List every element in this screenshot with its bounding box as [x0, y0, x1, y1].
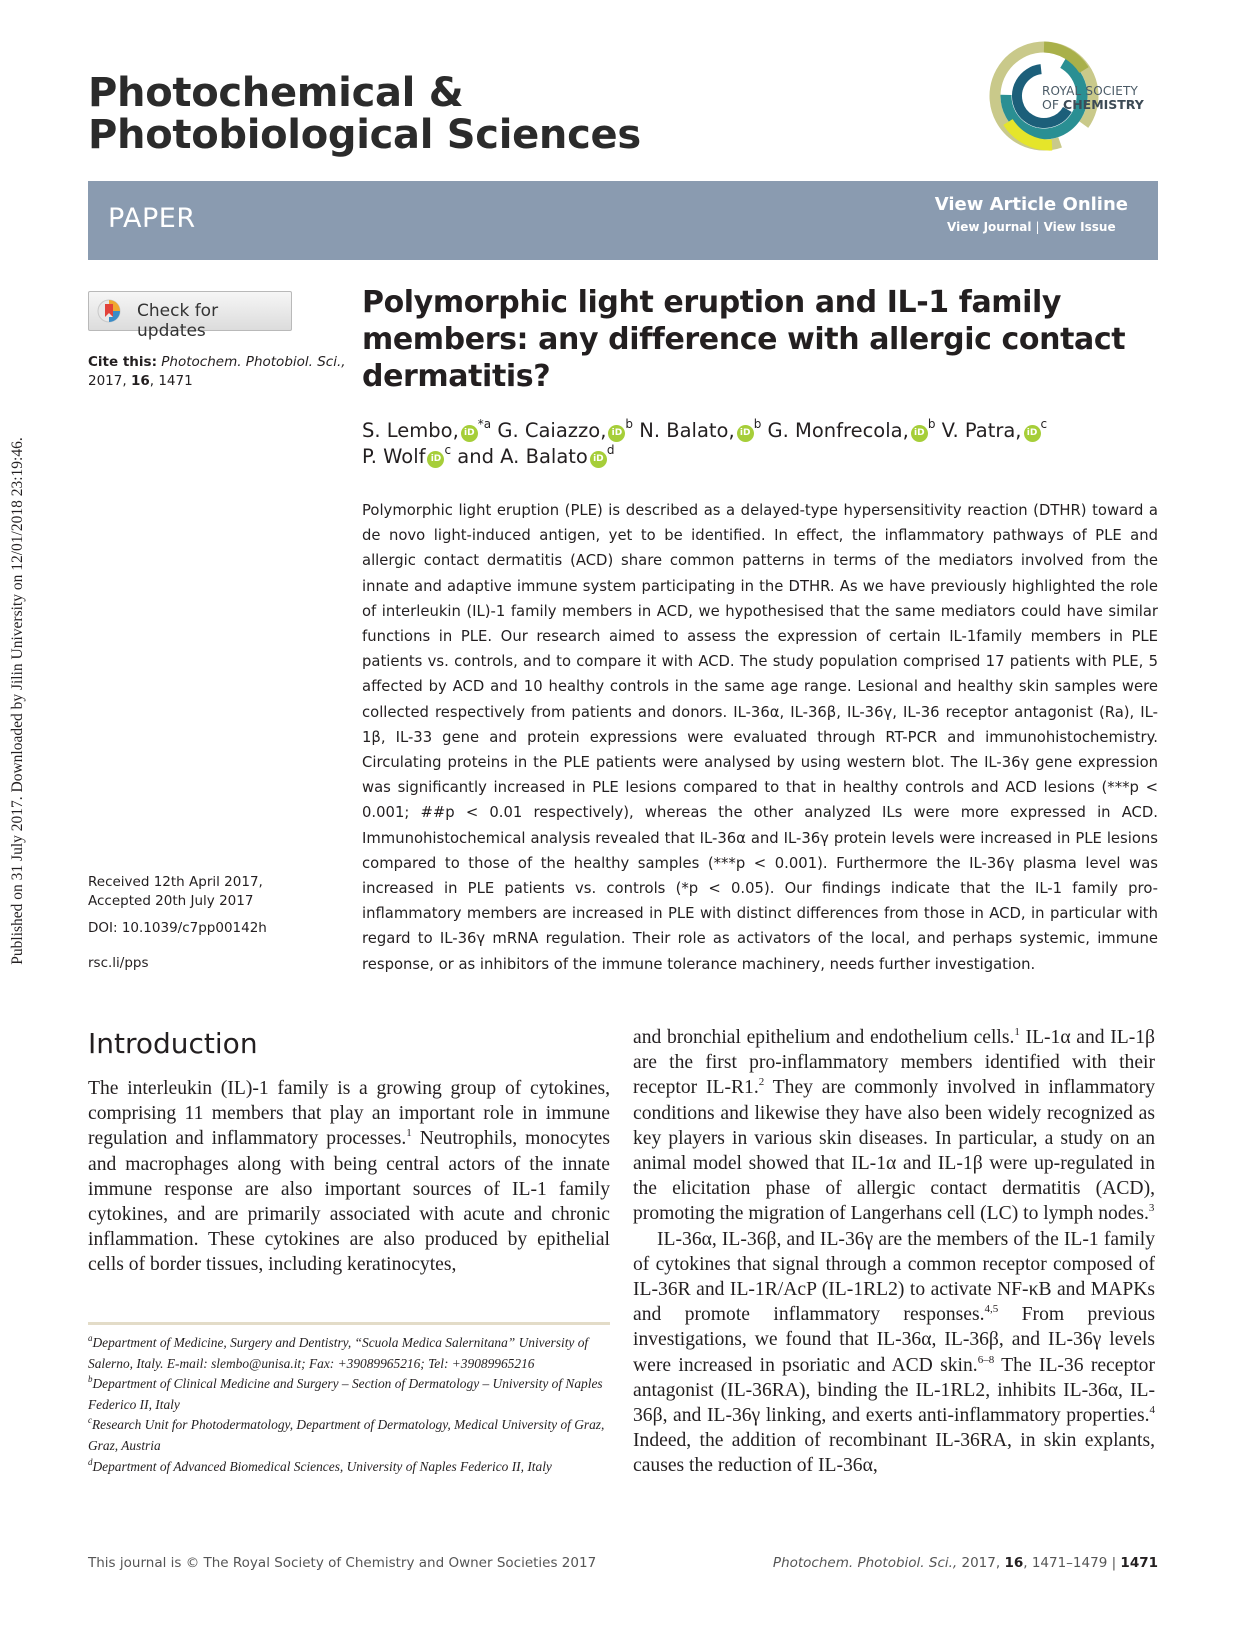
- citation-line-1: [88, 353, 346, 372]
- paragraph-text: The interleukin (IL)-1 family is a growing group of cytokines, comprising 11 members that play an important role in immune regulation and inflammatory processes.: [88, 1078, 610, 1150]
- orcid-icon[interactable]: iD: [737, 425, 754, 442]
- orcid-icon[interactable]: iD: [461, 425, 478, 442]
- article-type-banner: [88, 181, 1158, 260]
- section-heading-introduction: Introduction: [88, 1027, 258, 1060]
- body-column-left: [88, 1076, 610, 1278]
- paragraph-text: The IL-36 receptor antagonist (IL-36RA), binding the IL-1RL2, inhibits IL-36α, IL-36β, and IL-36γ linking, and exerts anti-inflammatory properties.: [633, 1354, 1156, 1427]
- orcid-icon[interactable]: iD: [427, 451, 444, 468]
- footer-pages: , 1471–1479: [1023, 1555, 1108, 1571]
- journal-title-line-2: Photobiological Sciences: [88, 112, 641, 158]
- footer-year: 2017,: [957, 1555, 1005, 1571]
- author-name[interactable]: V. Patra,: [941, 419, 1022, 442]
- footer-citation: [773, 1555, 1158, 1571]
- author-affiliation-mark: c: [444, 443, 452, 457]
- view-article-online-link[interactable]: View Article Online: [934, 194, 1128, 215]
- rsc-logo-line-1: ROYAL SOCIETY: [1042, 84, 1139, 98]
- rsc-logo-text: [1042, 84, 1144, 112]
- citation-line-2: [88, 372, 346, 391]
- reference-link[interactable]: 1: [1014, 1026, 1020, 1038]
- cite-label: Cite this:: [88, 354, 157, 370]
- journal-title-line-1: Photochemical &: [88, 70, 464, 116]
- author-affiliation-mark: c: [1040, 417, 1048, 431]
- page-number: 1471: [1120, 1555, 1158, 1571]
- orcid-icon[interactable]: iD: [1024, 425, 1041, 442]
- author-affiliation-mark: b: [927, 417, 936, 431]
- article-type-label: PAPER: [108, 203, 196, 234]
- article-title-line-2: members: any difference with allergic contact: [362, 322, 1126, 357]
- check-for-updates-label: Check for updates: [137, 301, 219, 341]
- doi[interactable]: DOI: 10.1039/c7pp00142h: [88, 920, 267, 936]
- author-name[interactable]: P. Wolf: [362, 445, 426, 468]
- footnote: [88, 1333, 628, 1374]
- journal-short-link[interactable]: rsc.li/pps: [88, 955, 149, 971]
- article-title: [362, 284, 1126, 395]
- received-date: Received 12th April 2017,: [88, 874, 263, 890]
- paragraph-text: and bronchial epithelium and endothelium cells.: [633, 1027, 1015, 1048]
- reference-link[interactable]: 6–8: [977, 1353, 995, 1366]
- footer-copyright: This journal is © The Royal Society of Chemistry and Owner Societies 2017: [88, 1555, 597, 1571]
- footnote: [88, 1415, 628, 1456]
- paragraph-text: IL-1α and IL-1β are the first pro-inflammatory members identified with their receptor IL-R1.: [633, 1027, 1155, 1099]
- author-affiliation-mark: d: [606, 443, 615, 457]
- footer-journal: Photochem. Photobiol. Sci.,: [772, 1555, 958, 1571]
- article-title-line-1: Polymorphic light eruption and IL-1 family: [362, 285, 1062, 320]
- reference-link[interactable]: 2: [758, 1076, 765, 1089]
- orcid-icon[interactable]: iD: [590, 451, 607, 468]
- abstract: Polymorphic light eruption (PLE) is described as a delayed-type hypersensitivity reaction (DTHR) toward a de novo light-induced antigen, yet to be identified. In effect, the inflammatory pathways of PLE and allergic contact dermatitis (ACD) share common patterns in terms of the mediators involved from the innate and adaptive immune system participating in the DTHR. As we have previously highlighted the role of interleukin (IL)-1 family members in ACD, we hypothesised that the same mediators could have similar functions in PLE. Our research aimed to assess the expression of certain IL-1family members in PLE patients vs. controls, and to compare it with ACD. The study population comprised 17 patients with PLE, 5 affected by ACD and 10 healthy controls in the same age range. Lesional and healthy skin samples were collected respectively from patients and donors. IL-36α, IL-36β, IL-36γ, IL-36 receptor antagonist (Ra), IL-1β, IL-33 gene and protein expressions were evaluated through RT-PCR and immunohistochemistry. Circulating proteins in the PLE patients were analysed by using western blot. The IL-36γ gene expression was significantly increased in PLE lesions compared to that in healthy controls and ACD lesions (***p < 0.001; ##p < 0.01 respectively), whereas the other analyzed ILs were more expressed in ACD. Immunohistochemical analysis revealed that IL-36α and IL-36γ protein levels were increased in PLE lesions compared to those of the healthy samples (***p < 0.001). Furthermore the IL-36γ plasma level was increased in PLE patients vs. controls (*p < 0.05). Our findings indicate that the IL-1 family pro-inflammatory members are increased in PLE with distinct differences from those in ACD, in particular with regard to IL-36γ mRNA regulation. Their role as activators of the local, and perhaps systemic, immune response, or as inhibitors of the immune tolerance machinery, needs further investigation.: [362, 502, 1158, 973]
- publication-stamp: Published on 31 July 2017. Downloaded by Jilin University on 12/01/2018 23:19:46.: [9, 437, 26, 965]
- paragraph-text: IL-36α, IL-36β, and IL-36γ are the members of the IL-1 family of cytokines that signal through a common receptor composed of IL-36R and IL-1R/AcP (IL-1RL2) to activate NF-κB and MAPKs and promote inflammatory responses.: [633, 1228, 1155, 1326]
- footnote-mark: d: [88, 1456, 93, 1467]
- paragraph-text: They are commonly involved in inflammatory conditions and likewise they have also been widely recognized as key players in various skin diseases. In particular, a study on an animal model showed that IL-1α and IL-1β were up-regulated in the elicitation phase of allergic contact dermatitis (ACD), promoting the migration of Langerhans cell (LC) to lymph nodes.: [633, 1077, 1156, 1225]
- author-name[interactable]: and A. Balato: [457, 445, 588, 468]
- reference-link[interactable]: 1: [406, 1127, 412, 1140]
- paragraph-text: From previous investigations, we found that IL-36α, IL-36β, and IL-36γ levels were increased in psoriatic and ACD skin.: [633, 1304, 1155, 1376]
- footer-separator: |: [1107, 1555, 1121, 1571]
- rsc-logo-line-2: [1042, 98, 1144, 112]
- footnote-divider: [88, 1322, 610, 1325]
- paragraph-text: Indeed, the addition of recombinant IL-36RA, in skin explants, causes the reduction of IL-36α,: [633, 1430, 1155, 1477]
- orcid-icon[interactable]: iD: [608, 425, 625, 442]
- footnote: [88, 1457, 628, 1478]
- citation-block: [88, 353, 346, 391]
- view-links: [947, 220, 1116, 234]
- author-name[interactable]: G. Caiazzo,: [497, 419, 607, 442]
- footnote-mark: c: [88, 1415, 92, 1426]
- author-line-2: [362, 444, 1162, 470]
- check-for-updates-button[interactable]: [88, 291, 292, 341]
- cite-page: , 1471: [149, 373, 193, 389]
- affiliation-footnotes: [88, 1333, 628, 1477]
- view-journal-link[interactable]: View Journal: [947, 220, 1032, 234]
- author-list: [362, 418, 1162, 470]
- author-affiliation-mark: *a: [477, 417, 492, 431]
- crossmark-icon: [97, 299, 121, 323]
- author-name[interactable]: G. Monfrecola,: [767, 419, 909, 442]
- accepted-date: Accepted 20th July 2017: [88, 893, 254, 909]
- body-column-right: [633, 1025, 1155, 1479]
- rsc-logo-prefix: OF: [1042, 97, 1064, 112]
- footnote-text: Department of Clinical Medicine and Surgery – Section of Dermatology – University of Naples Federico II, Italy: [88, 1376, 603, 1412]
- view-links-separator: |: [1035, 220, 1040, 234]
- author-affiliation-mark: b: [625, 417, 634, 431]
- journal-title: [88, 72, 641, 156]
- footer-volume: 16: [1004, 1555, 1024, 1571]
- article-title-line-3: dermatitis?: [362, 359, 551, 394]
- author-affiliation-mark: b: [753, 417, 762, 431]
- author-name[interactable]: N. Balato,: [639, 419, 735, 442]
- paragraph: [633, 1025, 1155, 1227]
- view-issue-link[interactable]: View Issue: [1043, 220, 1116, 234]
- rsc-logo-bold: CHEMISTRY: [1063, 97, 1144, 112]
- footnote-mark: b: [88, 1374, 93, 1385]
- footnote-text: Department of Medicine, Surgery and Dentistry, “Scuola Medica Salernitana” University of Salerno, Italy. E-mail: slembo@unisa.it; Fax: +39089965216; Tel: +39089965216: [88, 1335, 589, 1371]
- cite-volume: 16: [130, 373, 150, 389]
- reference-link[interactable]: 4: [1149, 1404, 1155, 1417]
- footnote-text: Department of Advanced Biomedical Sciences, University of Naples Federico II, Italy: [92, 1458, 552, 1474]
- footnote-text: Research Unit for Photodermatology, Department of Dermatology, Medical University of Graz, Graz, Austria: [88, 1417, 605, 1453]
- cite-journal: Photochem. Photobiol. Sci.,: [161, 354, 346, 370]
- footnote: [88, 1374, 628, 1415]
- reference-link[interactable]: 4,5: [984, 1303, 999, 1316]
- paragraph: [633, 1227, 1155, 1479]
- footnote-mark: a: [88, 1333, 93, 1343]
- author-name[interactable]: S. Lembo,: [362, 419, 459, 442]
- received-dates: [88, 873, 263, 911]
- author-line-1: [362, 418, 1162, 444]
- orcid-icon[interactable]: iD: [911, 425, 928, 442]
- paragraph: [88, 1076, 610, 1278]
- cite-year: 2017,: [88, 373, 127, 389]
- paragraph-text: Neutrophils, monocytes and macrophages along with being central actors of the innate immune response are also important sources of IL-1 family cytokines, and are primarily associated with acute and chronic inflammation. These cytokines are also produced by epithelial cells of border tissues, including keratinocytes,: [88, 1128, 610, 1276]
- reference-link[interactable]: 3: [1148, 1202, 1155, 1215]
